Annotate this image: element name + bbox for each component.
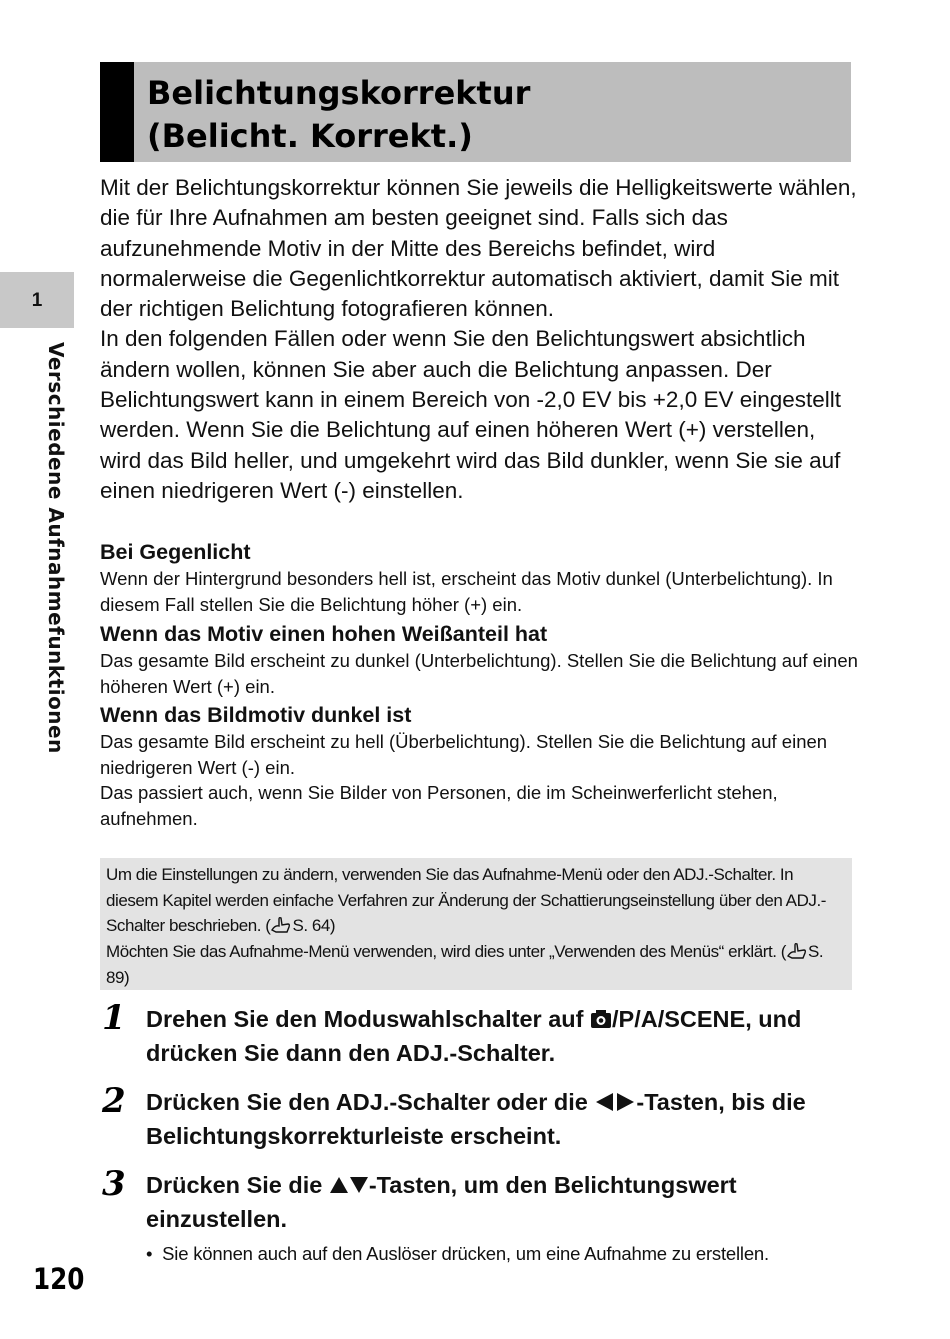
step-text — [146, 1168, 856, 1236]
up-down-arrows-icon — [329, 1174, 369, 1196]
title-accent-bar — [100, 62, 134, 162]
section-heading: Wenn das Bildmotiv dunkel ist — [100, 703, 412, 727]
step-text-end: -Tasten, bis die Belichtungskorrekturleiste erscheint. — [146, 1089, 806, 1149]
step-text-start: Drücken Sie den ADJ.-Schalter oder die — [146, 1089, 595, 1115]
title-block — [100, 62, 851, 162]
note-paragraph-2 — [106, 939, 848, 990]
section-heading: Bei Gegenlicht — [100, 540, 251, 564]
note-text-2: Möchten Sie das Aufnahme-Menü verwenden, wird dies unter „Verwenden des Menüs“ erklärt. ( — [106, 942, 786, 962]
bullet-item — [146, 1242, 866, 1266]
bullet-text: Sie können auch auf den Auslöser drücken, um eine Aufnahme zu erstellen. — [162, 1243, 769, 1264]
page-number: 120 — [33, 1262, 85, 1296]
page-title-line-2: (Belicht. Korrekt.) — [147, 117, 473, 155]
section-text: Das gesamte Bild erscheint zu dunkel (Unterbelichtung). Stellen Sie die Belichtung auf einen höheren Wert (+) ein. — [100, 650, 858, 697]
section-text: Das gesamte Bild erscheint zu hell (Überbelichtung). Stellen Sie die Belichtung auf einen niedrigeren Wert (-) ein. — [100, 731, 828, 778]
page-title-line-1: Belichtungskorrektur — [147, 74, 531, 112]
step-text-start: Drehen Sie den Moduswahlschalter auf — [146, 1006, 590, 1032]
step-number: 3 — [102, 1164, 126, 1204]
note-text — [106, 862, 848, 991]
step-number: 2 — [102, 1081, 126, 1121]
intro-paragraph-1: Mit der Belichtungskorrektur können Sie jeweils die Helligkeitswerte wählen, die für Ihre Aufnahmen am besten geeignet sind. Falls sich das aufzunehmende Motiv in der Mitte des Bereichs befindet, wird normalerweise die Gegenlichtkorrektur automatisch aktiviert, damit Sie mit der richtigen Belichtung fotografieren können. — [100, 175, 857, 322]
note-text-1: Um die Einstellungen zu ändern, verwenden Sie das Aufnahme-Menü oder den ADJ.-Schalter. In diesem Kapitel werden einfache Verfahren zur Änderung der Schattierungseinstellung über den ADJ.-Schalter beschrieben. ( — [106, 865, 826, 936]
intro-paragraph-2: In den folgenden Fällen oder wenn Sie den Belichtungswert absichtlich ändern wollen, können Sie aber auch die Belichtung anpassen. Der Belichtungswert kann in einem Bereich von -2,0 EV bis +2,0 EV eingestellt werden. Wenn Sie die Belichtung auf einen höheren Wert (+) verstellen, wird das Bild heller, und umgekehrt wird das Bild dunkler, wenn Sie sie auf einen niedrigeren Wert (-) einstellen. — [100, 326, 842, 503]
page-title — [147, 72, 530, 158]
section-heading: Wenn das Motiv einen hohen Weißanteil hat — [100, 622, 548, 646]
page-reference-icon — [270, 916, 292, 934]
step-text-end: /P/A/SCENE, und drücken Sie dann den ADJ.-Schalter. — [146, 1006, 802, 1066]
section-backlight — [100, 538, 860, 617]
left-right-arrows-icon — [594, 1091, 636, 1113]
section-text-extra: Das passiert auch, wenn Sie Bilder von Personen, die im Scheinwerferlicht stehen, aufnehmen. — [100, 782, 778, 829]
camera-auto-icon — [590, 1008, 612, 1030]
step-text — [146, 1085, 856, 1153]
section-dark-subject — [100, 701, 860, 831]
step-number: 1 — [102, 998, 126, 1038]
intro-text — [100, 173, 860, 506]
section-text: Wenn der Hintergrund besonders hell ist, erscheint das Motiv dunkel (Unterbelichtung). In diesem Fall stellen Sie die Belichtung höher (+) ein. — [100, 568, 833, 615]
note-box — [100, 858, 852, 990]
note-ref-1: S. 64) — [292, 916, 336, 936]
page-reference-icon — [786, 942, 808, 960]
step-text-end: -Tasten, um den Belichtungswert einzustellen. — [146, 1172, 737, 1232]
bullet-marker: • — [146, 1243, 153, 1264]
note-paragraph-1 — [106, 862, 848, 939]
note-ref-2: S. 89) — [106, 942, 824, 987]
section-bright-subject — [100, 620, 860, 699]
step-text-start: Drücken Sie die — [146, 1172, 329, 1198]
step-text — [146, 1002, 856, 1070]
chapter-number: 1 — [31, 290, 43, 311]
chapter-label: Verschiedene Aufnahmefunktionen — [44, 342, 68, 754]
